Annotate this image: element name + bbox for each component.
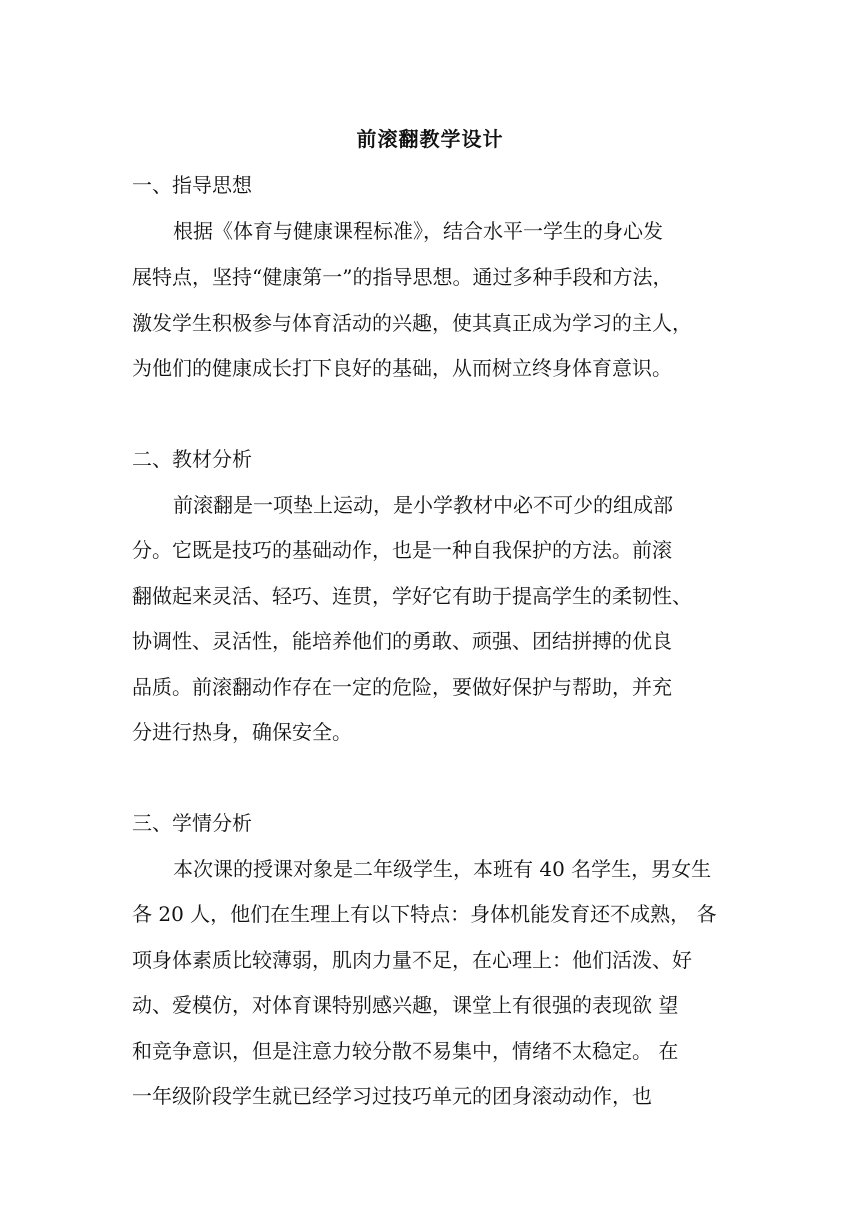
paragraph-line: 分进行热身，确保安全。 — [132, 720, 352, 744]
paragraph-line: 品质。前滚翻动作存在一定的危险，要做好保护与帮助，并充 — [132, 675, 672, 699]
section-heading-guiding-thought: 一、指导思想 — [132, 173, 252, 197]
document-title: 前滚翻教学设计 — [356, 127, 504, 151]
paragraph-line: 动、爱模仿，对体育课特别感兴趣，课堂上有很强的表现欲 望 — [132, 993, 679, 1017]
paragraph-line: 协调性、灵活性，能培养他们的勇敢、顽强、团结拼搏的优良 — [132, 629, 672, 653]
paragraph-line: 展特点，坚持“健康第一”的指导思想。通过多种手段和方法， — [132, 265, 673, 289]
paragraph-line: 前滚翻是一项垫上运动，是小学教材中必不可少的组成部 — [173, 493, 673, 517]
paragraph-line: 本次课的授课对象是二年级学生，本班有 40 名学生，男女生 — [173, 857, 712, 881]
section-heading-learner-analysis: 三、学情分析 — [132, 811, 252, 835]
paragraph-line: 根据《体育与健康课程标准》，结合水平一学生的身心发 — [173, 219, 663, 243]
paragraph-line: 激发学生积极参与体育活动的兴趣，使其真正成为学习的主人， — [132, 311, 692, 335]
paragraph-line: 各 20 人，他们在生理上有以下特点：身体机能发育还不成熟， 各 — [132, 902, 717, 926]
paragraph-line: 和竞争意识，但是注意力较分散不易集中，情绪不太稳定。 在 — [132, 1039, 679, 1063]
paragraph-line: 一年级阶段学生就已经学习过技巧单元的团身滚动动作，也 — [132, 1084, 652, 1108]
paragraph-line: 为他们的健康成长打下良好的基础，从而树立终身体育意识。 — [132, 356, 672, 380]
section-heading-material-analysis: 二、教材分析 — [132, 447, 252, 471]
paragraph-line: 项身体素质比较薄弱，肌肉力量不足，在心理上：他们活泼、好 — [132, 948, 692, 972]
paragraph-line: 分。它既是技巧的基础动作，也是一种自我保护的方法。前滚 — [132, 538, 672, 562]
paragraph-line: 翻做起来灵活、轻巧、连贯，学好它有助于提高学生的柔韧性、 — [132, 584, 692, 608]
